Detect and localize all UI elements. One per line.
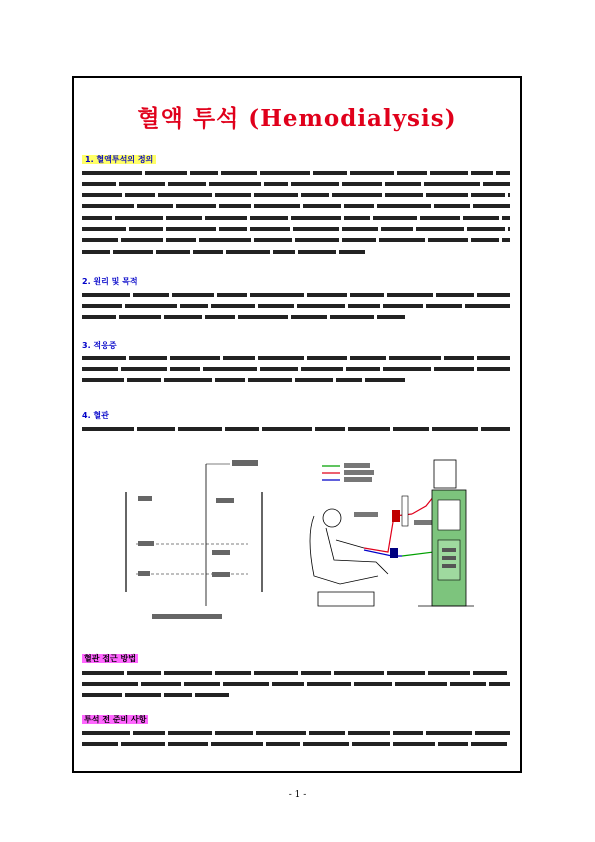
page-number: - 1 -	[288, 790, 307, 800]
vessel-paragraph	[82, 424, 510, 435]
section-heading-preparation	[82, 714, 148, 725]
section-heading-text: 1. 혈액투석의 정의	[82, 155, 156, 164]
section-heading-indications	[82, 340, 117, 351]
principle-paragraph	[82, 290, 510, 324]
section-heading-definition	[82, 154, 156, 165]
section-heading-text: 2. 원리 및 목적	[82, 277, 138, 286]
indications-paragraph	[82, 353, 510, 387]
definition-paragraph	[82, 168, 510, 258]
preparation-paragraph	[82, 728, 510, 751]
section-heading-text: 혈관 접근 방법	[84, 654, 136, 663]
section-heading-text: 투석 전 준비 사항	[84, 715, 147, 724]
section-heading-vessel	[82, 410, 109, 421]
diagram-figure	[82, 456, 514, 626]
pressure-diagram	[126, 460, 262, 619]
dialysis-machine-diagram	[310, 460, 474, 606]
section-heading-text: 4. 혈관	[82, 411, 109, 420]
section-heading-principle	[82, 276, 138, 287]
section-heading-text: 3. 적응증	[82, 341, 117, 350]
page-frame	[72, 76, 522, 773]
access-paragraph	[82, 668, 510, 702]
section-heading-access	[82, 653, 138, 664]
document-title: 혈액 투석 (Hemodialysis)	[137, 105, 457, 132]
